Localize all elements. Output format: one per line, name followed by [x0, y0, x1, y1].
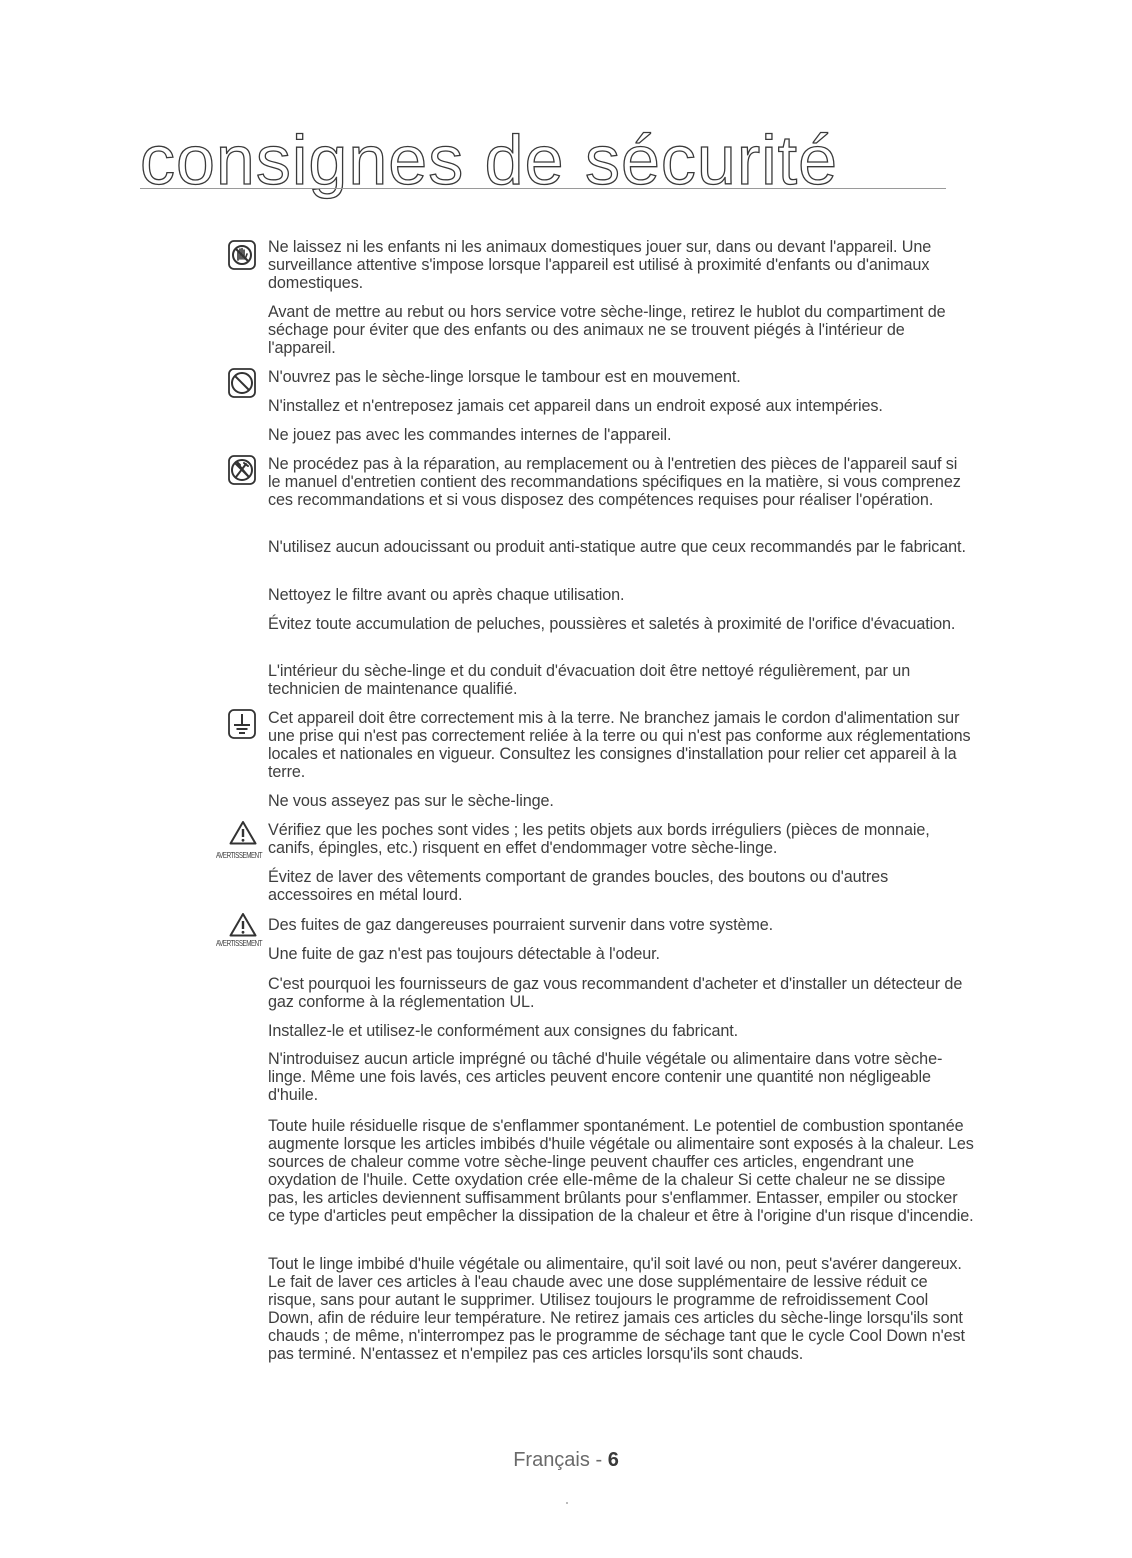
paragraph-12: Ne vous asseyez pas sur le sèche-linge. — [268, 792, 554, 810]
warning-triangle-icon — [229, 912, 257, 937]
page-footer — [0, 1448, 1132, 1472]
warning-label: AVERTISSEMENT — [216, 851, 263, 860]
paragraph-8: Nettoyez le filtre avant ou après chaque utilisation. — [268, 586, 625, 604]
paragraph-2: Avant de mettre au rebut ou hors service votre sèche-linge, retirez le hublot du compartiment de séchage pour éviter que des enfants ou des animaux ne se trouvent piégés à l'intérieur de l'appareil. — [268, 303, 946, 357]
paragraph-18: Installez-le et utilisez-le conformément aux consignes du fabricant. — [268, 1022, 739, 1040]
page-number: 6 — [607, 1449, 619, 1471]
page-title: consignes de sécurité — [140, 121, 839, 199]
paragraph-10: L'intérieur du sèche-linge et du conduit d'évacuation doit être nettoyé régulièrement, par un technicien de maintenance qualifié. — [268, 662, 911, 698]
paragraph-19: N'introduisez aucun article imprégné ou tâché d'huile végétale ou alimentaire dans votre sèche-linge. Même une fois lavés, ces articles peuvent encore contenir une quantité non négligeable d'huile. — [268, 1050, 943, 1104]
paragraph-17: C'est pourquoi les fournisseurs de gaz vous recommandent d'acheter et d'installer un détecteur de gaz conforme à la réglementation UL. — [268, 975, 963, 1011]
paragraph-20: Toute huile résiduelle risque de s'enflammer spontanément. Le potentiel de combustion spontanée augmente lorsque les articles imbibés d'huile végétale ou alimentaire sont exposés à la chaleur. Les sources de chaleur comme votre sèche-linge peuvent chauffer ces articles, engendrant une oxydation de l'huile. Cette oxydation crée elle-même de la chaleur Si cette chaleur ne se dissipe pas, les articles deviennent suffisamment brûlants pour s'enflammer. Entasser, empiler ou stocker ce type d'articles peut empêcher la dissipation de la chaleur et être à l'origine d'un risque d'incendie. — [268, 1117, 974, 1225]
title-divider — [140, 188, 946, 189]
paragraph-5: Ne jouez pas avec les commandes internes de l'appareil. — [268, 426, 672, 444]
prohibited-icon — [228, 368, 256, 398]
paragraph-1: Ne laissez ni les enfants ni les animaux domestiques jouer sur, dans ou devant l'appareil. Une surveillance attentive s'impose lorsque l'appareil est utilisé à proximité d'enfants ou d'animaux domestiques. — [268, 238, 932, 292]
footer-dot — [566, 1502, 568, 1504]
paragraph-9: Évitez toute accumulation de peluches, poussières et saletés à proximité de l'orifice d'évacuation. — [268, 615, 956, 633]
paragraph-4: N'installez et n'entreposez jamais cet appareil dans un endroit exposé aux intempéries. — [268, 397, 883, 415]
footer-language: Français — [513, 1449, 590, 1471]
paragraph-3: N'ouvrez pas le sèche-linge lorsque le tambour est en mouvement. — [268, 368, 741, 386]
no-touch-hand-icon — [228, 240, 256, 270]
no-disassembly-icon — [228, 455, 256, 485]
warning-triangle-icon — [229, 820, 257, 845]
warning-label: AVERTISSEMENT — [216, 939, 263, 948]
footer-separator: - — [595, 1449, 603, 1471]
paragraph-21: Tout le linge imbibé d'huile végétale ou alimentaire, qu'il soit lavé ou non, peut s'avérer dangereux. Le fait de laver ces articles à l'eau chaude avec une dose supplémentaire de lessive réduit ce risque, sans pour autant le supprimer. Utilisez toujours le programme de refroidissement Cool Down, afin de réduire leur température. Ne retirez jamais ces articles du sèche-linge lorsqu'ils sont chauds ; de même, n'interrompez pas le programme de séchage tant que le cycle Cool Down n'est pas terminé. N'entassez et n'empilez pas ces articles lorsqu'ils sont chauds. — [268, 1255, 965, 1363]
paragraph-15: Des fuites de gaz dangereuses pourraient survenir dans votre système. — [268, 916, 774, 934]
paragraph-13: Vérifiez que les poches sont vides ; les petits objets aux bords irréguliers (pièces de monnaie, canifs, épingles, etc.) risquent en effet d'endommager votre sèche-linge. — [268, 821, 930, 857]
ground-icon — [228, 709, 256, 739]
paragraph-11: Cet appareil doit être correctement mis à la terre. Ne branchez jamais le cordon d'alimentation sur une prise qui n'est pas correctement reliée à la terre ou qui n'est pas conforme aux réglementations locales et nationales en vigueur. Consultez les consignes d'installation pour relier cet appareil à la terre. — [268, 709, 971, 781]
paragraph-7: N'utilisez aucun adoucissant ou produit anti-statique autre que ceux recommandés par le fabricant. — [268, 538, 966, 556]
paragraph-16: Une fuite de gaz n'est pas toujours détectable à l'odeur. — [268, 945, 660, 963]
paragraph-6: Ne procédez pas à la réparation, au remplacement ou à l'entretien des pièces de l'appareil sauf si le manuel d'entretien contient des recommandations spécifiques en la matière, si vous comprenez ces recommandations et si vous disposez des compétences requises pour réaliser l'opération. — [268, 455, 961, 509]
paragraph-14: Évitez de laver des vêtements comportant de grandes boucles, des boutons ou d'autres accessoires en métal lourd. — [268, 868, 889, 904]
